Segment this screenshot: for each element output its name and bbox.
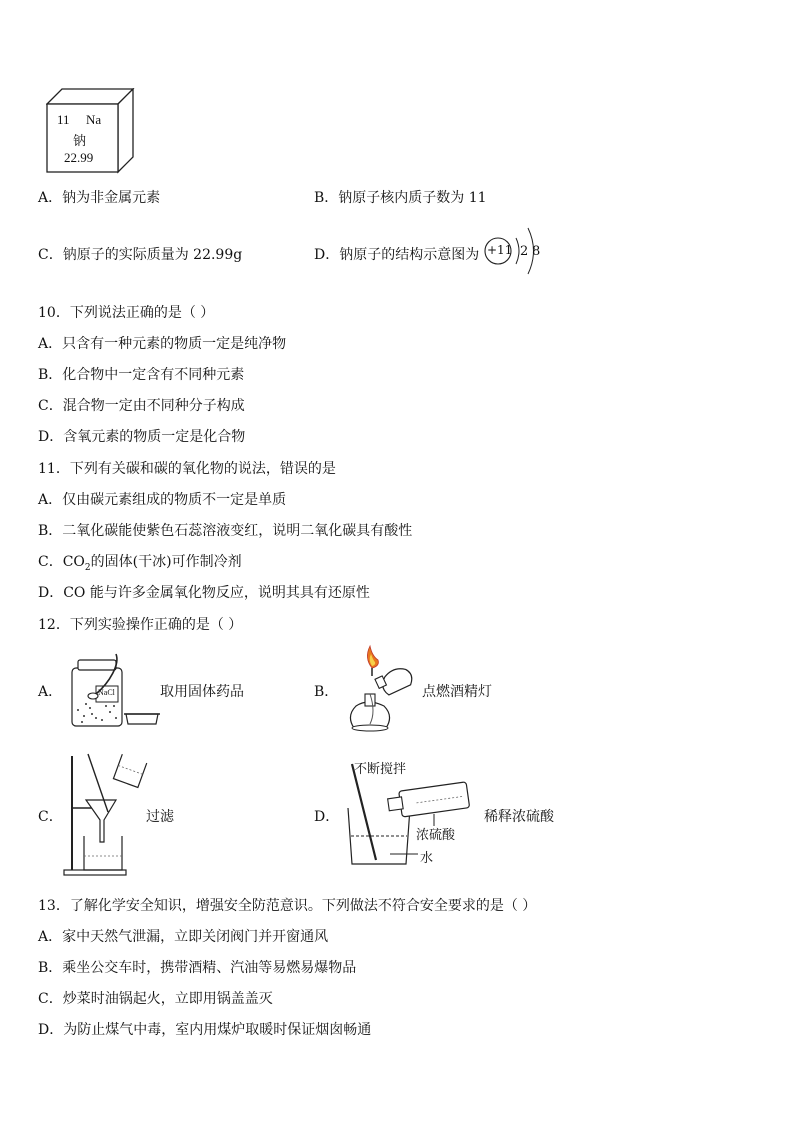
shell-1-electrons: 2 [520, 244, 529, 259]
sodium-element-card [46, 88, 138, 178]
q12-option-c-letter: C． [38, 809, 63, 825]
q9-option-c: C．钠原子的实际质量为 22.99g [38, 247, 243, 263]
q11-option-d: D．CO 能与许多金属氧化物反应，说明其具有还原性 [38, 585, 370, 601]
take-solid-reagent-figure [66, 648, 162, 734]
q10-option-c: C．混合物一定由不同种分子构成 [38, 398, 245, 414]
atom-structure-diagram [482, 218, 552, 288]
q11-option-c [38, 551, 242, 573]
q11-option-a: A．仅由碳元素组成的物质不一定是单质 [38, 492, 287, 508]
q10-option-d: D．含氧元素的物质一定是化合物 [38, 429, 246, 445]
acid-note: 浓硫酸 [416, 828, 456, 843]
q12-stem: 12．下列实验操作正确的是（ ） [38, 617, 243, 633]
q12-option-c-label: 过滤 [146, 809, 174, 825]
reagent-jar-label: NaCl [98, 688, 115, 697]
nucleus-charge: +11 [487, 243, 513, 257]
shell-2-electrons: 8 [532, 244, 541, 259]
stir-note: 不断搅拌 [354, 762, 407, 777]
atomic-number: 11 [57, 112, 70, 127]
atomic-mass: 22.99 [64, 150, 94, 165]
water-note: 水 [420, 851, 434, 866]
element-symbol: Na [86, 112, 102, 127]
q11-option-c-suffix: 的固体(干冰)可作制冷剂 [90, 554, 242, 570]
dilute-acid-figure [342, 758, 472, 874]
q11-option-b: B．二氧化碳能使紫色石蕊溶液变红，说明二氧化碳具有酸性 [38, 523, 413, 539]
q12-option-a-letter: A． [38, 684, 63, 700]
q13-stem: 13．了解化学安全知识，增强安全防范意识。下列做法不符合安全要求的是（ ） [38, 898, 537, 914]
q13-option-d: D．为防止煤气中毒，室内用煤炉取暖时保证烟囱畅通 [38, 1022, 372, 1038]
q10-option-a: A．只含有一种元素的物质一定是纯净物 [38, 336, 287, 352]
q9-option-a: A．钠为非金属元素 [38, 190, 161, 206]
q9-option-b: B．钠原子核内质子数为 11 [314, 190, 487, 206]
q10-stem: 10．下列说法正确的是（ ） [38, 305, 215, 321]
filtration-figure [60, 752, 150, 882]
q12-option-d-label: 稀释浓硫酸 [484, 809, 554, 825]
q11-stem: 11．下列有关碳和碳的氧化物的说法，错误的是 [38, 461, 336, 477]
q13-option-b: B．乘坐公交车时，携带酒精、汽油等易燃易爆物品 [38, 960, 357, 976]
q13-option-c: C．炒菜时油锅起火，立即用锅盖盖灭 [38, 991, 273, 1007]
q11-option-c-prefix: C．CO [38, 554, 85, 570]
q12-option-b-label: 点燃酒精灯 [422, 684, 492, 700]
light-alcohol-lamp-figure [340, 642, 420, 738]
q13-option-a: A．家中天然气泄漏，立即关闭阀门并开窗通风 [38, 929, 329, 945]
q12-option-a-label: 取用固体药品 [160, 684, 244, 700]
q11-option-c-subscript: 2 [84, 562, 91, 573]
q12-option-d-letter: D． [314, 809, 340, 825]
q9-option-d: D．钠原子的结构示意图为 [314, 247, 480, 263]
element-name: 钠 [73, 133, 87, 148]
q12-option-b-letter: B． [314, 684, 339, 700]
q10-option-b: B．化合物中一定含有不同种元素 [38, 367, 245, 383]
